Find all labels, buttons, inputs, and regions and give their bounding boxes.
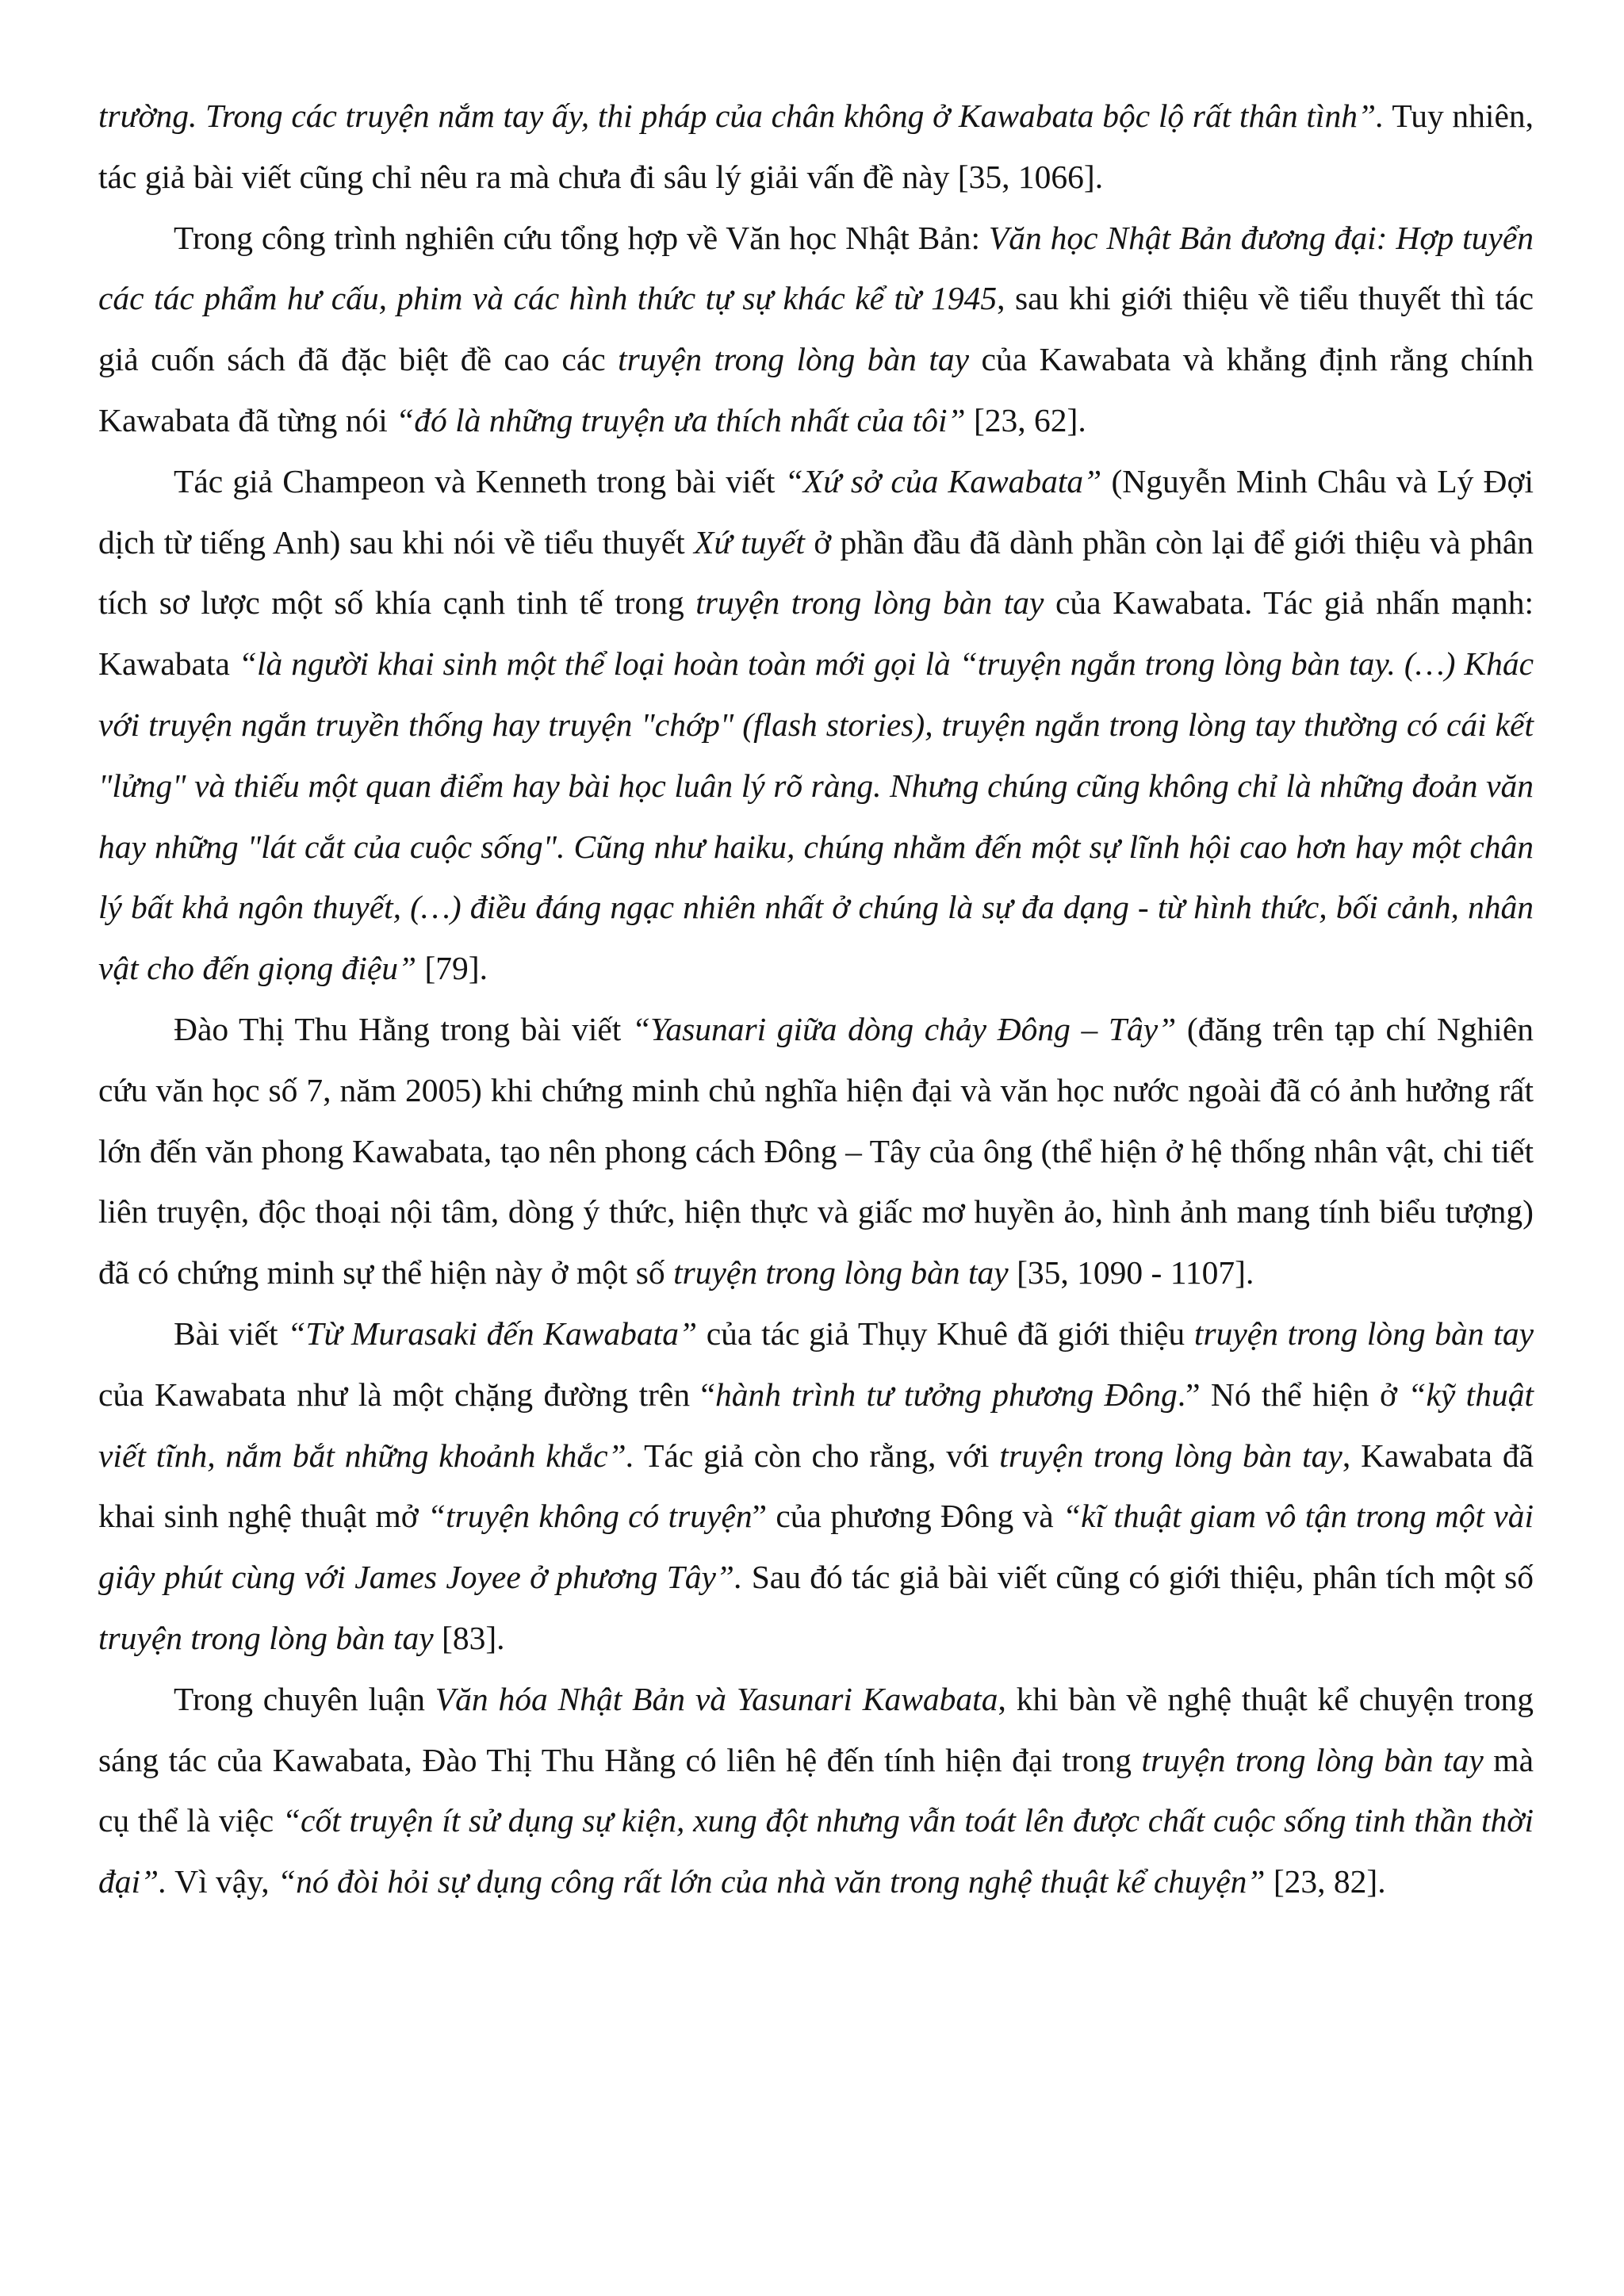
italic-text-run: “là người khai sinh một thể loại hoàn toàn mới gọi là “truyện ngắn trong lòng bàn tay. (…) Khác với truyện ngắn truyền thống hay truyện "chớp" (flash stories), truyện ngắn trong lòng tay thường có cái kết "lửng" và thiếu một quan điểm hay bài học luân lý rõ ràng. Nhưng chúng cũng không chỉ là những đoản văn hay những "lát cắt của cuộc sống". Cũng như haiku, chúng nhằm đến một sự lĩnh hội cao hơn hay một chân lý bất khả ngôn thuyết, (…) điều đáng ngạc nhiên nhất ở chúng là sự đa dạng - từ hình thức, bối cảnh, nhân vật cho đến giọng điệu” xyxy=(98,645,1534,987)
text-run: .” Nó thể hiện ở xyxy=(1177,1376,1408,1413)
italic-text-run: “truyện không có truyện xyxy=(427,1498,753,1535)
italic-text-run: “cốt truyện ít sử dụng sự kiện, xung đột nhưng vẫn toát lên được chất cuộc sống tinh thần thời đại”. xyxy=(98,1802,1534,1900)
text-run: [23, 62]. xyxy=(965,401,1086,438)
text-run: Tác giả Champeon và Kenneth trong bài viết xyxy=(174,462,785,499)
text-run: của Kawabata. Tác giả nhấn mạnh: Kawabata xyxy=(98,584,1534,683)
italic-text-run: truyện trong lòng bàn tay xyxy=(1193,1314,1534,1352)
italic-text-run: Văn hóa Nhật Bản và Yasunari Kawabata xyxy=(435,1680,998,1717)
italic-text-run: “Từ Murasaki đến Kawabata” xyxy=(287,1314,698,1352)
body-paragraph xyxy=(98,208,1534,451)
text-run: [23, 82]. xyxy=(1265,1863,1386,1900)
text-run: , khi bàn về nghệ thuật kể chuyện trong sáng tác của Kawabata, Đào Thị Thu Hằng có liên hệ đến tính hiện đại trong xyxy=(98,1680,1534,1778)
text-run: Đào Thị Thu Hằng trong bài viết xyxy=(174,1010,632,1047)
body-paragraph xyxy=(98,1303,1534,1669)
document-page xyxy=(98,86,1534,1912)
italic-text-run: “nó đòi hỏi sự dụng công rất lớn của nhà văn trong nghệ thuật kể chuyện” xyxy=(277,1863,1266,1900)
italic-text-run: “Xứ sở của Kawabata” xyxy=(784,462,1102,499)
text-run: ở phần đầu đã dành phần còn lại để giới thiệu và phân tích sơ lược một số khía cạnh tinh tế trong xyxy=(98,523,1534,622)
italic-text-run: truyện trong lòng bàn tay xyxy=(673,1254,1009,1292)
body-paragraph xyxy=(98,999,1534,1303)
text-run: (đăng trên tạp chí Nghiên cứu văn học số 7, năm 2005) khi chứng minh chủ nghĩa hiện đại và văn học nước ngoài đã có ảnh hưởng rất lớn đến văn phong Kawabata, tạo nên phong cách Đông – Tây của ông (thể hiện ở hệ thống nhân vật, chi tiết liên truyện, độc thoại nội tâm, dòng ý thức, hiện thực và giấc mơ huyền ảo, hình ảnh mang tính biểu tượng) đã có chứng minh sự thể hiện này ở một số xyxy=(98,1010,1534,1292)
text-run: Tác giả còn cho rằng, với xyxy=(634,1437,1000,1474)
italic-text-run: truyện trong lòng bàn tay xyxy=(1141,1741,1484,1778)
italic-text-run: “Yasunari giữa dòng chảy Đông – Tây” xyxy=(631,1010,1177,1047)
italic-text-run: truyện trong lòng bàn tay xyxy=(618,341,970,378)
body-paragraph xyxy=(98,451,1534,999)
italic-text-run: truyện trong lòng bàn tay xyxy=(98,1619,434,1656)
text-run: , Kawabata đã khai sinh nghệ thuật mở xyxy=(98,1437,1534,1535)
italic-text-run: “kỹ thuật viết tĩnh, nắm bắt những khoảnh khắc”. xyxy=(98,1376,1534,1474)
text-run: Sau đó tác giả bài viết cũng có giới thiệu, phân tích một số xyxy=(742,1559,1534,1596)
italic-text-run: Xứ tuyết xyxy=(693,523,805,561)
text-run: Vì vậy, xyxy=(167,1863,278,1900)
text-run: [79]. xyxy=(416,950,488,987)
italic-text-run: trường. Trong các truyện nắm tay ấy, thi pháp của chân không ở Kawabata bộc lộ rất thân tình”. xyxy=(98,98,1385,134)
text-run: của tác giả Thụy Khuê đã giới thiệu xyxy=(697,1314,1194,1352)
italic-text-run: “kĩ thuật giam vô tận trong một vài giây phút cùng với James Joyee ở phương Tây”. xyxy=(98,1498,1534,1596)
text-run: Tuy nhiên, tác giả bài viết cũng chỉ nêu ra mà chưa đi sâu lý giải vấn đề này [35, 1066]. xyxy=(98,98,1534,195)
text-run: (Nguyễn Minh Châu và Lý Đợi dịch từ tiếng Anh) sau khi nói về tiểu thuyết xyxy=(98,462,1534,561)
body-paragraph xyxy=(98,86,1534,208)
italic-text-run: Văn học Nhật Bản đương đại: Hợp tuyển các tác phẩm hư cấu, phim và các hình thức tự sự khác kể từ 1945 xyxy=(98,219,1534,317)
body-paragraph xyxy=(98,1669,1534,1912)
text-run: của Kawabata như là một chặng đường trên “ xyxy=(98,1376,715,1413)
italic-text-run: “đó là những truyện ưa thích nhất của tôi” xyxy=(396,401,966,438)
italic-text-run: hành trình tư tưởng phương Đông xyxy=(714,1376,1178,1413)
text-run: Trong công trình nghiên cứu tổng hợp về Văn học Nhật Bản: xyxy=(174,219,989,256)
text-run: của Kawabata và khẳng định rằng chính Kawabata đã từng nói xyxy=(98,341,1534,438)
italic-text-run: truyện trong lòng bàn tay xyxy=(695,584,1044,622)
text-run: [83]. xyxy=(433,1619,505,1656)
text-run: , sau khi giới thiệu về tiểu thuyết thì tác giả cuốn sách đã đặc biệt đề cao các xyxy=(98,280,1534,378)
text-run: mà cụ thể là việc xyxy=(98,1741,1534,1839)
text-run: Bài viết xyxy=(174,1314,288,1352)
text-run: [35, 1090 - 1107]. xyxy=(1008,1254,1254,1292)
italic-text-run: truyện trong lòng bàn tay xyxy=(999,1437,1342,1474)
text-run: Trong chuyên luận xyxy=(174,1680,435,1717)
text-run: ” của phương Đông và xyxy=(752,1498,1063,1535)
